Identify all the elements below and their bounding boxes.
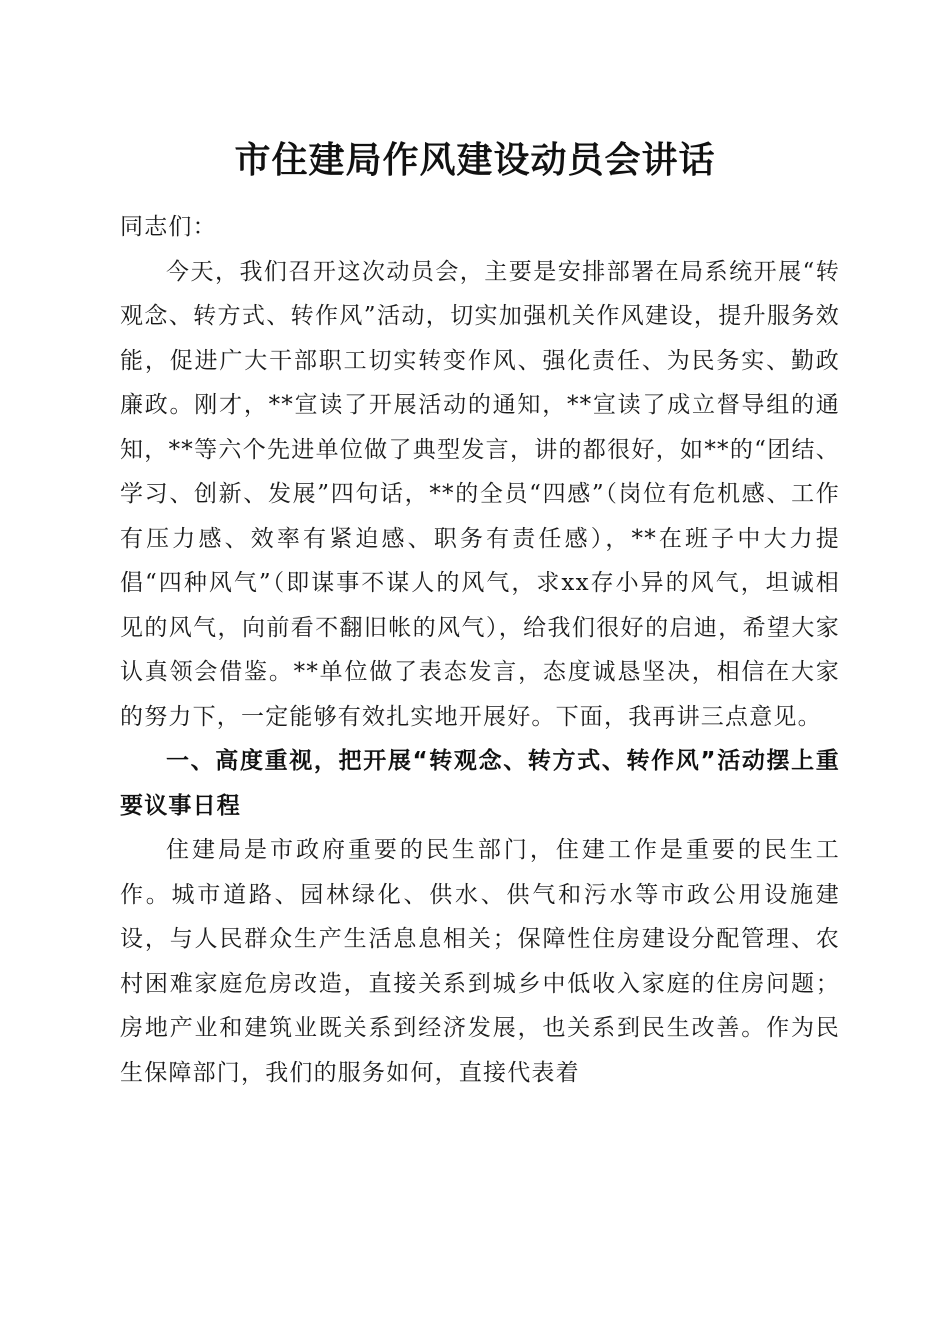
- paragraph-section-1: 住建局是市政府重要的民生部门，住建工作是重要的民生工作。城市道路、园林绿化、供水、供气和污水等市政公用设施建设，与人民群众生产生活息息相关；保障性住房建设分配管理、农村困难家庭危房改造，直接关系到城乡中低收入家庭的住房问题；房地产业和建筑业既关系到经济发展，也关系到民生改善。作为民生保障部门，我们的服务如何，直接代表着: [120, 837, 840, 1086]
- paragraph-opening: 今天，我们召开这次动员会，主要是安排部署在局系统开展“转观念、转方式、转作风”活动，切实加强机关作风建设，提升服务效能，促进广大干部职工切实转变作风、强化责任、为民务实、勤政廉政。刚才，**宣读了开展活动的通知，**宣读了成立督导组的通知，**等六个先进单位做了典型发言，讲的都很好，如**的“团结、学习、创新、发展”四句话，**的全员“四感”（岗位有危机感、工作有压力感、效率有紧迫感、职务有责任感），**在班子中大力提倡“四种风气”（即谋事不谋人的风气，求xx存小异的风气，坦诚相见的风气，向前看不翻旧帐的风气），给我们很好的启迪，希望大家认真领会借鉴。**单位做了表态发言，态度诚恳坚决，相信在大家的努力下，一定能够有效扎实地开展好。下面，我再讲三点意见。: [120, 258, 840, 730]
- section-heading-1: 一、高度重视，把开展“转观念、转方式、转作风”活动摆上重要议事日程: [120, 748, 840, 819]
- salutation: 同志们：: [120, 214, 217, 240]
- document-title: 市住建局作风建设动员会讲话: [234, 139, 716, 181]
- document-body: [120, 205, 840, 1095]
